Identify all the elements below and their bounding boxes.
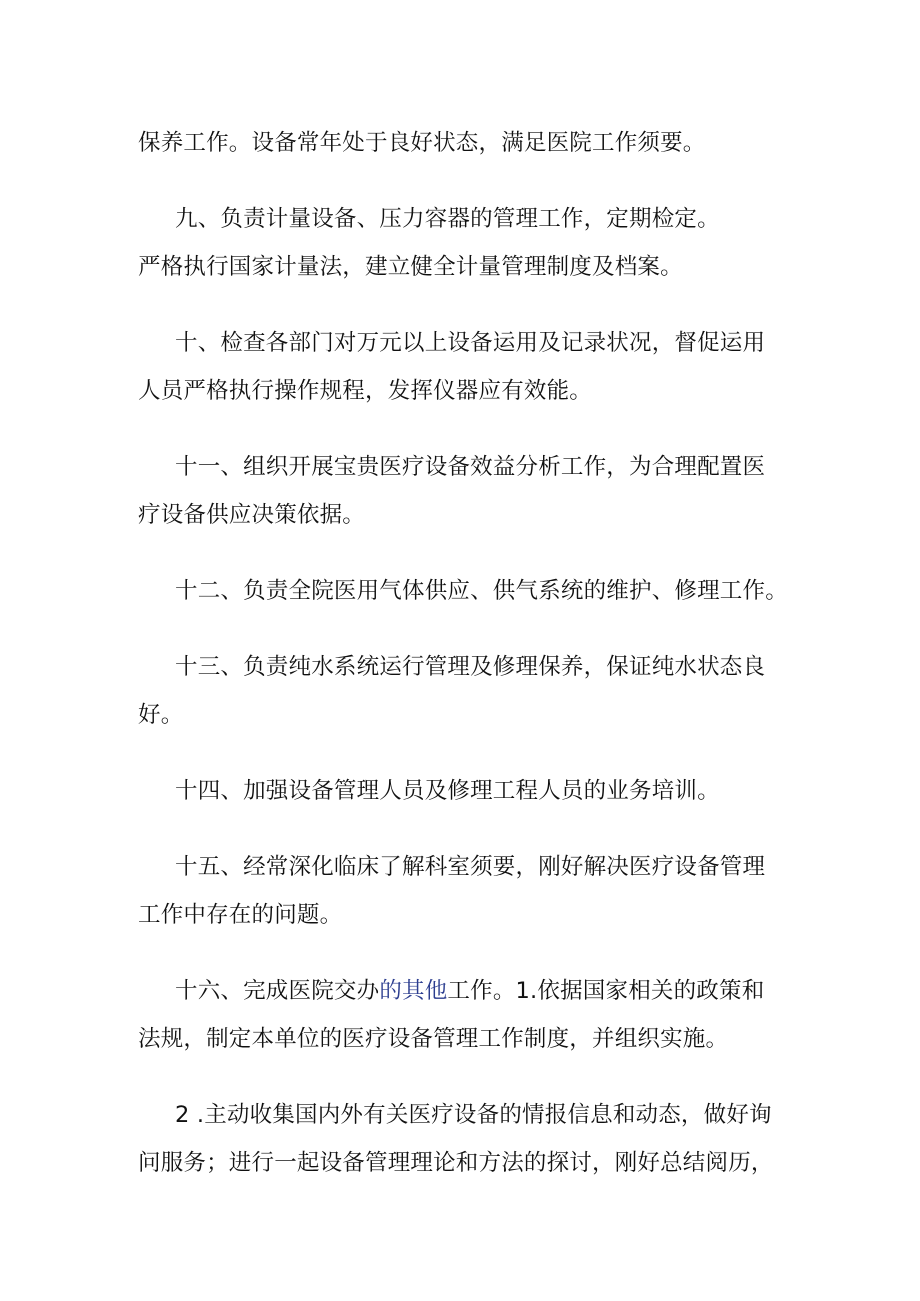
text-line-12: 十五、经常深化临床了解科室须要，刚好解决医疗设备管理 (175, 854, 766, 880)
text-line-2: 九、负责计量设备、压力容器的管理工作，定期检定。 (175, 206, 720, 232)
text-line-5: 人员严格执行操作规程，发挥仪器应有效能。 (138, 378, 593, 404)
text-line-16: 2 .主动收集国内外有关医疗设备的情报信息和动态，做好询 (175, 1102, 772, 1128)
text-line-9: 十三、负责纯水系统运行管理及修理保养，保证纯水状态良 (175, 654, 766, 680)
text-line-14 (175, 976, 764, 1006)
text-line-13: 工作中存在的问题。 (138, 902, 343, 928)
text-line-14-start: 十六、完成医院交办 (175, 978, 380, 1004)
text-line-14-link[interactable]: 的其他 (379, 978, 448, 1004)
text-line-8: 十二、负责全院医用气体供应、供气系统的维护、修理工作。 (175, 578, 788, 604)
text-line-10: 好。 (138, 702, 184, 728)
text-line-3: 严格执行国家计量法，建立健全计量管理制度及档案。 (138, 254, 683, 280)
text-line-17: 问服务；进行一起设备管理理论和方法的探讨，刚好总结阅历， (138, 1150, 774, 1176)
text-line-14-end: 工作。1.依据国家相关的政策和 (447, 978, 765, 1004)
text-line-7: 疗设备供应决策依据。 (138, 502, 366, 528)
text-line-4: 十、检查各部门对万元以上设备运用及记录状况，督促运用 (175, 330, 766, 356)
text-line-6: 十一、组织开展宝贵医疗设备效益分析工作，为合理配置医 (175, 454, 766, 480)
text-line-1: 保养工作。设备常年处于良好状态，满足医院工作须要。 (138, 130, 706, 156)
text-line-15: 法规，制定本单位的医疗设备管理工作制度，并组织实施。 (138, 1026, 729, 1052)
text-line-11: 十四、加强设备管理人员及修理工程人员的业务培训。 (175, 778, 720, 804)
